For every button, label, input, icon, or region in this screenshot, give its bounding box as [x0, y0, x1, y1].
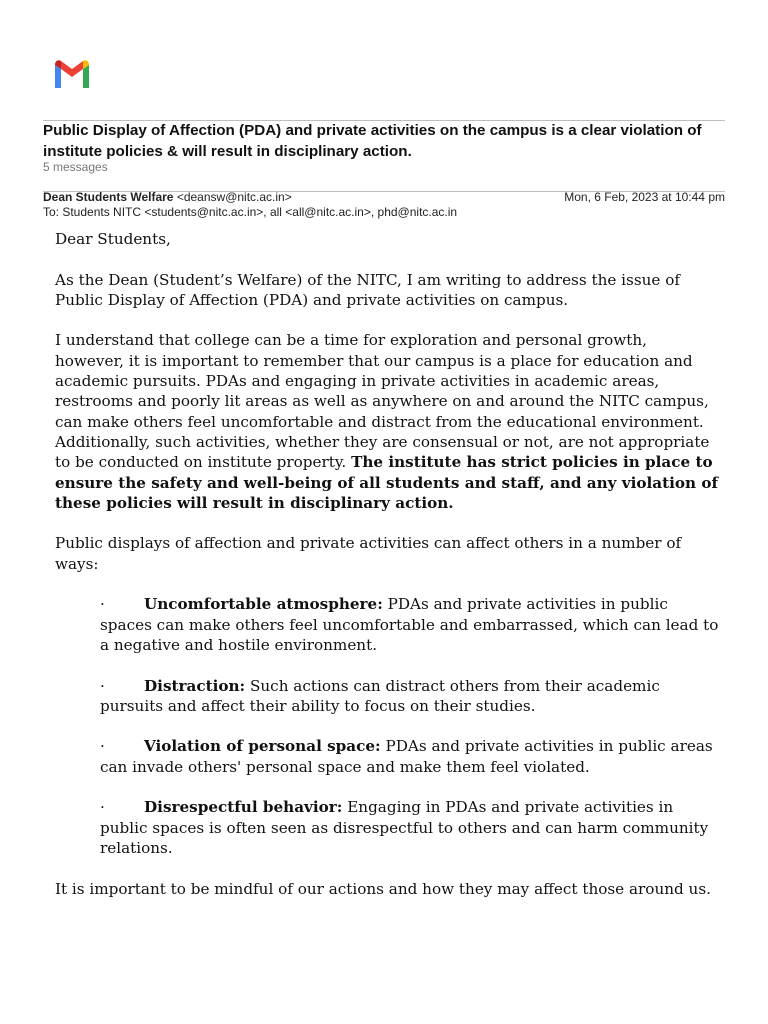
bullet-title: Disrespectful behavior: [144, 798, 343, 817]
list-item [100, 736, 720, 777]
message-count: 5 messages [43, 160, 108, 174]
list-item [100, 594, 720, 655]
bullet-text: PDAs and private activities in public areas can invade others' personal space and make them feel violated. [100, 737, 713, 776]
greeting: Dear Students, [55, 230, 171, 248]
bullet-title: Distraction: [144, 676, 246, 695]
policy-text: I understand that college can be a time for exploration and personal growth, however, it is important to remember that our campus is a place for education and academic pursuits. PDAs and engaging in private activities in academic areas, restrooms and poorly lit areas as well as anywhere on and around the NITC campus, can make others feel uncomfortable and distract from the educational environment. Additionally, such activities, whether they are consensual or not, are not appropriate to be conducted on institute property. [55, 331, 710, 472]
bullet-text: Such actions can distract others from their academic pursuits and affect their ability to focus on their studies. [100, 676, 660, 715]
paragraph-intro: As the Dean (Student’s Welfare) of the NITC, I am writing to address the issue of Public Display of Affection (PDA) and private activities on campus. [55, 270, 680, 309]
paragraph-effects: Public displays of affection and private activities can affect others in a number of ways: [55, 534, 682, 573]
closing-paragraph: It is important to be mindful of our actions and how they may affect those around us. [55, 879, 711, 898]
policy-warning: The institute has strict policies in place to ensure the safety and well-being of all students and staff, and any violation of these policies will result in disciplinary action. [55, 453, 719, 512]
gmail-logo-icon [52, 58, 92, 90]
bullet-marker: · [100, 737, 105, 756]
bullet-title: Uncomfortable atmosphere: [144, 595, 383, 614]
bullet-marker: · [100, 798, 105, 817]
email-body [55, 229, 720, 919]
bullet-title: Violation of personal space: [144, 737, 381, 756]
sender-name: Dean Students Welfare [43, 190, 174, 204]
thread-subject: Public Display of Affection (PDA) and private activities on the campus is a clear violation of institute policies & will result in disciplinary action. [43, 122, 702, 160]
bullet-marker: · [100, 676, 105, 695]
paragraph-policy [55, 330, 720, 513]
recipients-line: To: Students NITC <students@nitc.ac.in>, all <all@nitc.ac.in>, phd@nitc.ac.in [43, 205, 458, 219]
list-item [100, 676, 720, 717]
sender-line [43, 189, 292, 205]
bullet-marker: · [100, 595, 105, 614]
list-item [100, 797, 720, 858]
bullet-text: Engaging in PDAs and private activities in public spaces is often seen as disrespectful to others and can harm community relations. [100, 798, 709, 857]
email-date: Mon, 6 Feb, 2023 at 10:44 pm [564, 190, 725, 204]
bullet-text: PDAs and private activities in public spaces can make others feel uncomfortable and embarrassed, which can lead to a negative and hostile environment. [100, 595, 719, 654]
sender-address: <deansw@nitc.ac.in> [176, 190, 292, 204]
